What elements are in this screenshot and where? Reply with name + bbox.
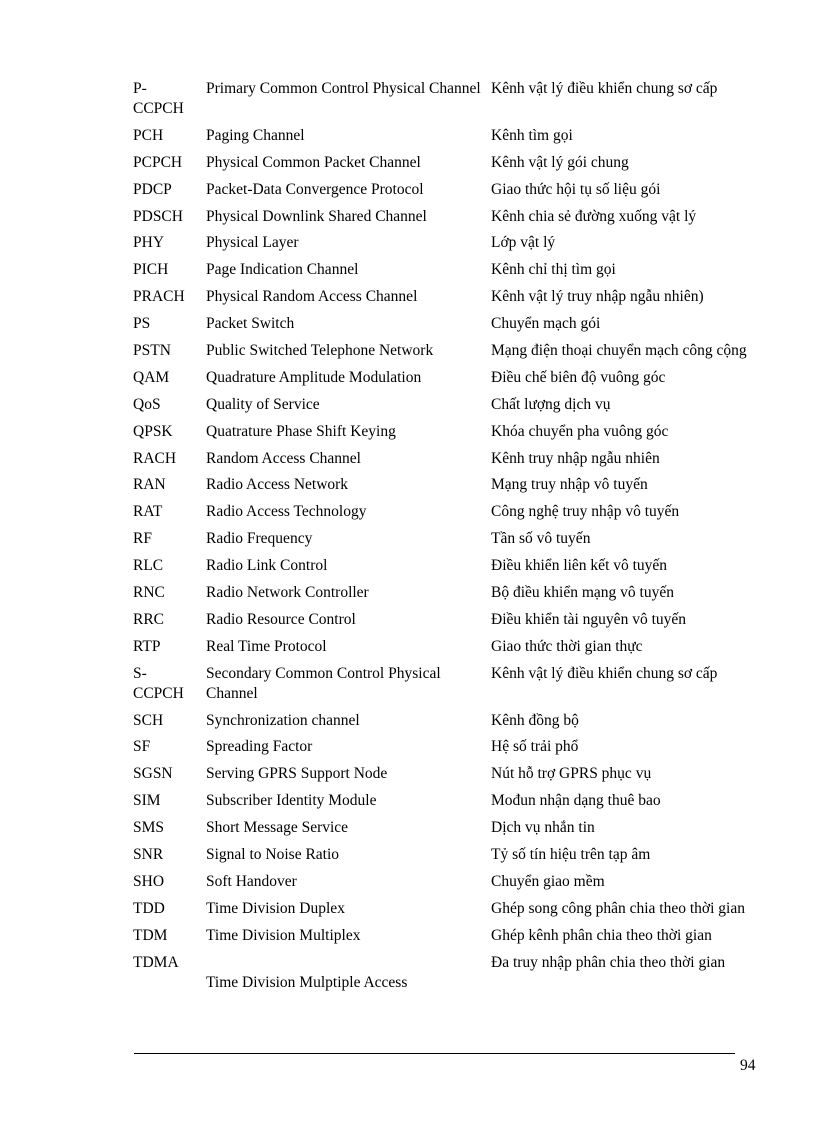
vietnamese-term-cell: Tần số vô tuyến — [491, 530, 591, 548]
abbreviation-table-body — [133, 79, 763, 1000]
vietnamese-term-cell: Điều khiển liên kết vô tuyến — [491, 557, 668, 575]
vietnamese-term-cell: Kênh vật lý gói chung — [491, 153, 629, 171]
table-row — [133, 153, 763, 180]
english-term-cell: Quatrature Phase Shift Keying — [206, 422, 396, 440]
table-row — [133, 711, 763, 738]
vietnamese-term-cell: Khóa chuyển pha vuông góc — [491, 422, 669, 440]
abbreviation-cell: PCPCH — [133, 153, 183, 171]
table-row — [133, 872, 763, 899]
english-term-cell: Spreading Factor — [206, 738, 313, 756]
vietnamese-term-cell: Chuyển mạch gói — [491, 315, 601, 333]
abbreviation-cell: QPSK — [133, 422, 173, 440]
abbreviation-cell: SIM — [133, 792, 161, 810]
table-row — [133, 180, 763, 207]
vietnamese-term-cell: Điều chế biên độ vuông góc — [491, 368, 666, 386]
table-row — [133, 422, 763, 449]
table-row — [133, 529, 763, 556]
table-row — [133, 260, 763, 287]
abbreviation-cell: SCH — [133, 711, 164, 729]
english-term-cell: Subscriber Identity Module — [206, 792, 377, 810]
abbreviation-cell: TDD — [133, 899, 165, 917]
table-row — [133, 845, 763, 872]
abbreviation-cell: PSTN — [133, 342, 171, 360]
vietnamese-term-cell: Mạng truy nhập vô tuyến — [491, 476, 648, 494]
vietnamese-term-cell: Kênh đồng bộ — [491, 711, 579, 729]
abbreviation-cell: SF — [133, 738, 151, 756]
english-term-cell: Packet Switch — [206, 315, 295, 333]
table-row — [133, 395, 763, 422]
table-row — [133, 475, 763, 502]
table-row — [133, 341, 763, 368]
table-row — [133, 79, 763, 126]
vietnamese-term-cell: Ghép kênh phân chia theo thời gian — [491, 926, 712, 944]
abbreviation-cell: QoS — [133, 395, 161, 413]
vietnamese-term-cell: Kênh chia sẻ đường xuống vật lý — [491, 207, 697, 225]
abbreviation-cell: PCH — [133, 126, 164, 144]
vietnamese-term-cell: Công nghệ truy nhập vô tuyến — [491, 503, 680, 521]
english-term-cell: Synchronization channel — [206, 711, 360, 729]
vietnamese-term-cell: Chuyển giao mềm — [491, 872, 605, 890]
english-term-cell: Public Switched Telephone Network — [206, 342, 434, 360]
abbreviation-cell: RNC — [133, 584, 165, 602]
abbreviation-cell: PDSCH — [133, 207, 183, 225]
english-term-cell: Radio Frequency — [206, 530, 313, 548]
abbreviation-cell: RAN — [133, 476, 166, 494]
table-row — [133, 556, 763, 583]
vietnamese-term-cell: Kênh vật lý điều khiển chung sơ cấp — [491, 80, 718, 97]
table-row — [133, 233, 763, 260]
abbreviation-cell: PDCP — [133, 180, 172, 198]
table-row — [133, 791, 763, 818]
table-row — [133, 583, 763, 610]
english-term-cell: Time Division Multiplex — [206, 926, 361, 944]
table-row — [133, 314, 763, 341]
english-term-cell: Serving GPRS Support Node — [206, 765, 388, 783]
abbreviation-cell: S- CCPCH — [133, 664, 184, 702]
abbreviation-cell: RRC — [133, 610, 165, 628]
table-row — [133, 926, 763, 953]
english-term-cell: Short Message Service — [206, 819, 349, 837]
english-term-cell: Page Indication Channel — [206, 261, 359, 279]
table-row — [133, 764, 763, 791]
table-row — [133, 126, 763, 153]
abbreviation-cell: TDM — [133, 926, 168, 944]
vietnamese-term-cell: Đa truy nhập phân chia theo thời gian — [491, 953, 726, 971]
table-row — [133, 664, 763, 711]
vietnamese-term-cell: Kênh truy nhập ngẫu nhiên — [491, 449, 660, 467]
table-row — [133, 737, 763, 764]
english-term-cell: Quadrature Amplitude Modulation — [206, 368, 422, 386]
vietnamese-term-cell: Kênh vật lý truy nhập ngẫu nhiên) — [491, 288, 704, 306]
abbreviation-cell: SMS — [133, 819, 165, 837]
table-row — [133, 953, 763, 1000]
vietnamese-term-cell: Kênh vật lý điều khiển chung sơ cấp — [491, 664, 718, 682]
abbreviation-table — [133, 79, 763, 1000]
english-term-cell: Signal to Noise Ratio — [206, 846, 340, 864]
vietnamese-term-cell: Ghép song công phân chia theo thời gian — [491, 899, 745, 917]
vietnamese-term-cell: Hệ số trải phổ — [491, 738, 579, 756]
vietnamese-term-cell: Mạng điện thoại chuyển mạch công cộng — [491, 342, 747, 360]
abbreviation-cell: SHO — [133, 872, 165, 890]
table-row — [133, 207, 763, 234]
abbreviation-cell: RAT — [133, 503, 163, 521]
english-term-text: Time Division Mulptiple Access — [206, 973, 408, 991]
english-term-cell — [206, 953, 491, 1000]
abbreviation-cell: RACH — [133, 449, 177, 467]
vietnamese-term-cell: Mođun nhận dạng thuê bao — [491, 792, 661, 810]
english-term-cell: Physical Downlink Shared Channel — [206, 207, 427, 225]
vietnamese-term-cell: Giao thức thời gian thực — [491, 637, 643, 655]
english-term-cell: Paging Channel — [206, 126, 305, 144]
english-term-cell: Radio Access Technology — [206, 503, 367, 521]
vietnamese-term-cell: Giao thức hội tụ số liệu gói — [491, 180, 661, 198]
english-term-cell: Secondary Common Control Physical Channel — [206, 664, 441, 702]
vietnamese-term-cell: Điều khiển tài nguyên vô tuyến — [491, 610, 686, 628]
abbreviation-cell: PICH — [133, 261, 169, 279]
table-row — [133, 637, 763, 664]
english-term-cell: Packet-Data Convergence Protocol — [206, 180, 424, 198]
vietnamese-term-cell: Bộ điều khiển mạng vô tuyến — [491, 584, 674, 602]
abbreviation-cell: RF — [133, 530, 152, 548]
table-row — [133, 449, 763, 476]
table-row — [133, 368, 763, 395]
english-term-cell: Physical Common Packet Channel — [206, 153, 421, 171]
vietnamese-term-cell: Nút hỗ trợ GPRS phục vụ — [491, 765, 652, 783]
english-term-cell: Physical Layer — [206, 234, 299, 252]
vietnamese-term-cell: Lớp vật lý — [491, 234, 556, 252]
english-term-cell: Quality of Service — [206, 395, 320, 413]
abbreviation-cell: SGSN — [133, 765, 173, 783]
abbreviation-cell: QAM — [133, 368, 170, 386]
abbreviation-cell: SNR — [133, 846, 164, 864]
english-term-cell: Radio Network Controller — [206, 584, 369, 602]
table-row — [133, 287, 763, 314]
vietnamese-term-cell: Kênh chỉ thị tìm gọi — [491, 261, 616, 279]
english-term-cell: Radio Link Control — [206, 557, 328, 575]
abbreviation-cell: PS — [133, 315, 151, 333]
vietnamese-term-cell: Chất lượng dịch vụ — [491, 395, 611, 413]
english-term-cell: Radio Access Network — [206, 476, 349, 494]
english-term-cell: Random Access Channel — [206, 449, 361, 467]
english-term-cell: Time Division Duplex — [206, 899, 345, 917]
footer-divider — [134, 1053, 735, 1054]
english-term-cell: Physical Random Access Channel — [206, 288, 418, 306]
abbreviation-cell: PRACH — [133, 288, 185, 306]
abbreviation-cell: RTP — [133, 637, 161, 655]
table-row — [133, 610, 763, 637]
english-term-cell: Radio Resource Control — [206, 610, 356, 628]
english-term-cell: Soft Handover — [206, 872, 297, 890]
table-row — [133, 502, 763, 529]
page-number: 94 — [740, 1057, 756, 1074]
table-row — [133, 818, 763, 845]
vietnamese-term-cell: Dịch vụ nhắn tin — [491, 819, 595, 837]
table-row — [133, 899, 763, 926]
abbreviation-cell: PHY — [133, 234, 165, 252]
vietnamese-term-cell: Kênh tìm gọi — [491, 126, 573, 144]
english-term-cell: Primary Common Control Physical Channel — [206, 80, 481, 97]
vietnamese-term-cell: Tỷ số tín hiệu trên tạp âm — [491, 846, 651, 864]
abbreviation-cell: P- CCPCH — [133, 80, 184, 117]
abbreviation-cell: TDMA — [133, 953, 179, 971]
english-term-cell: Real Time Protocol — [206, 637, 327, 655]
abbreviation-cell: RLC — [133, 557, 164, 575]
